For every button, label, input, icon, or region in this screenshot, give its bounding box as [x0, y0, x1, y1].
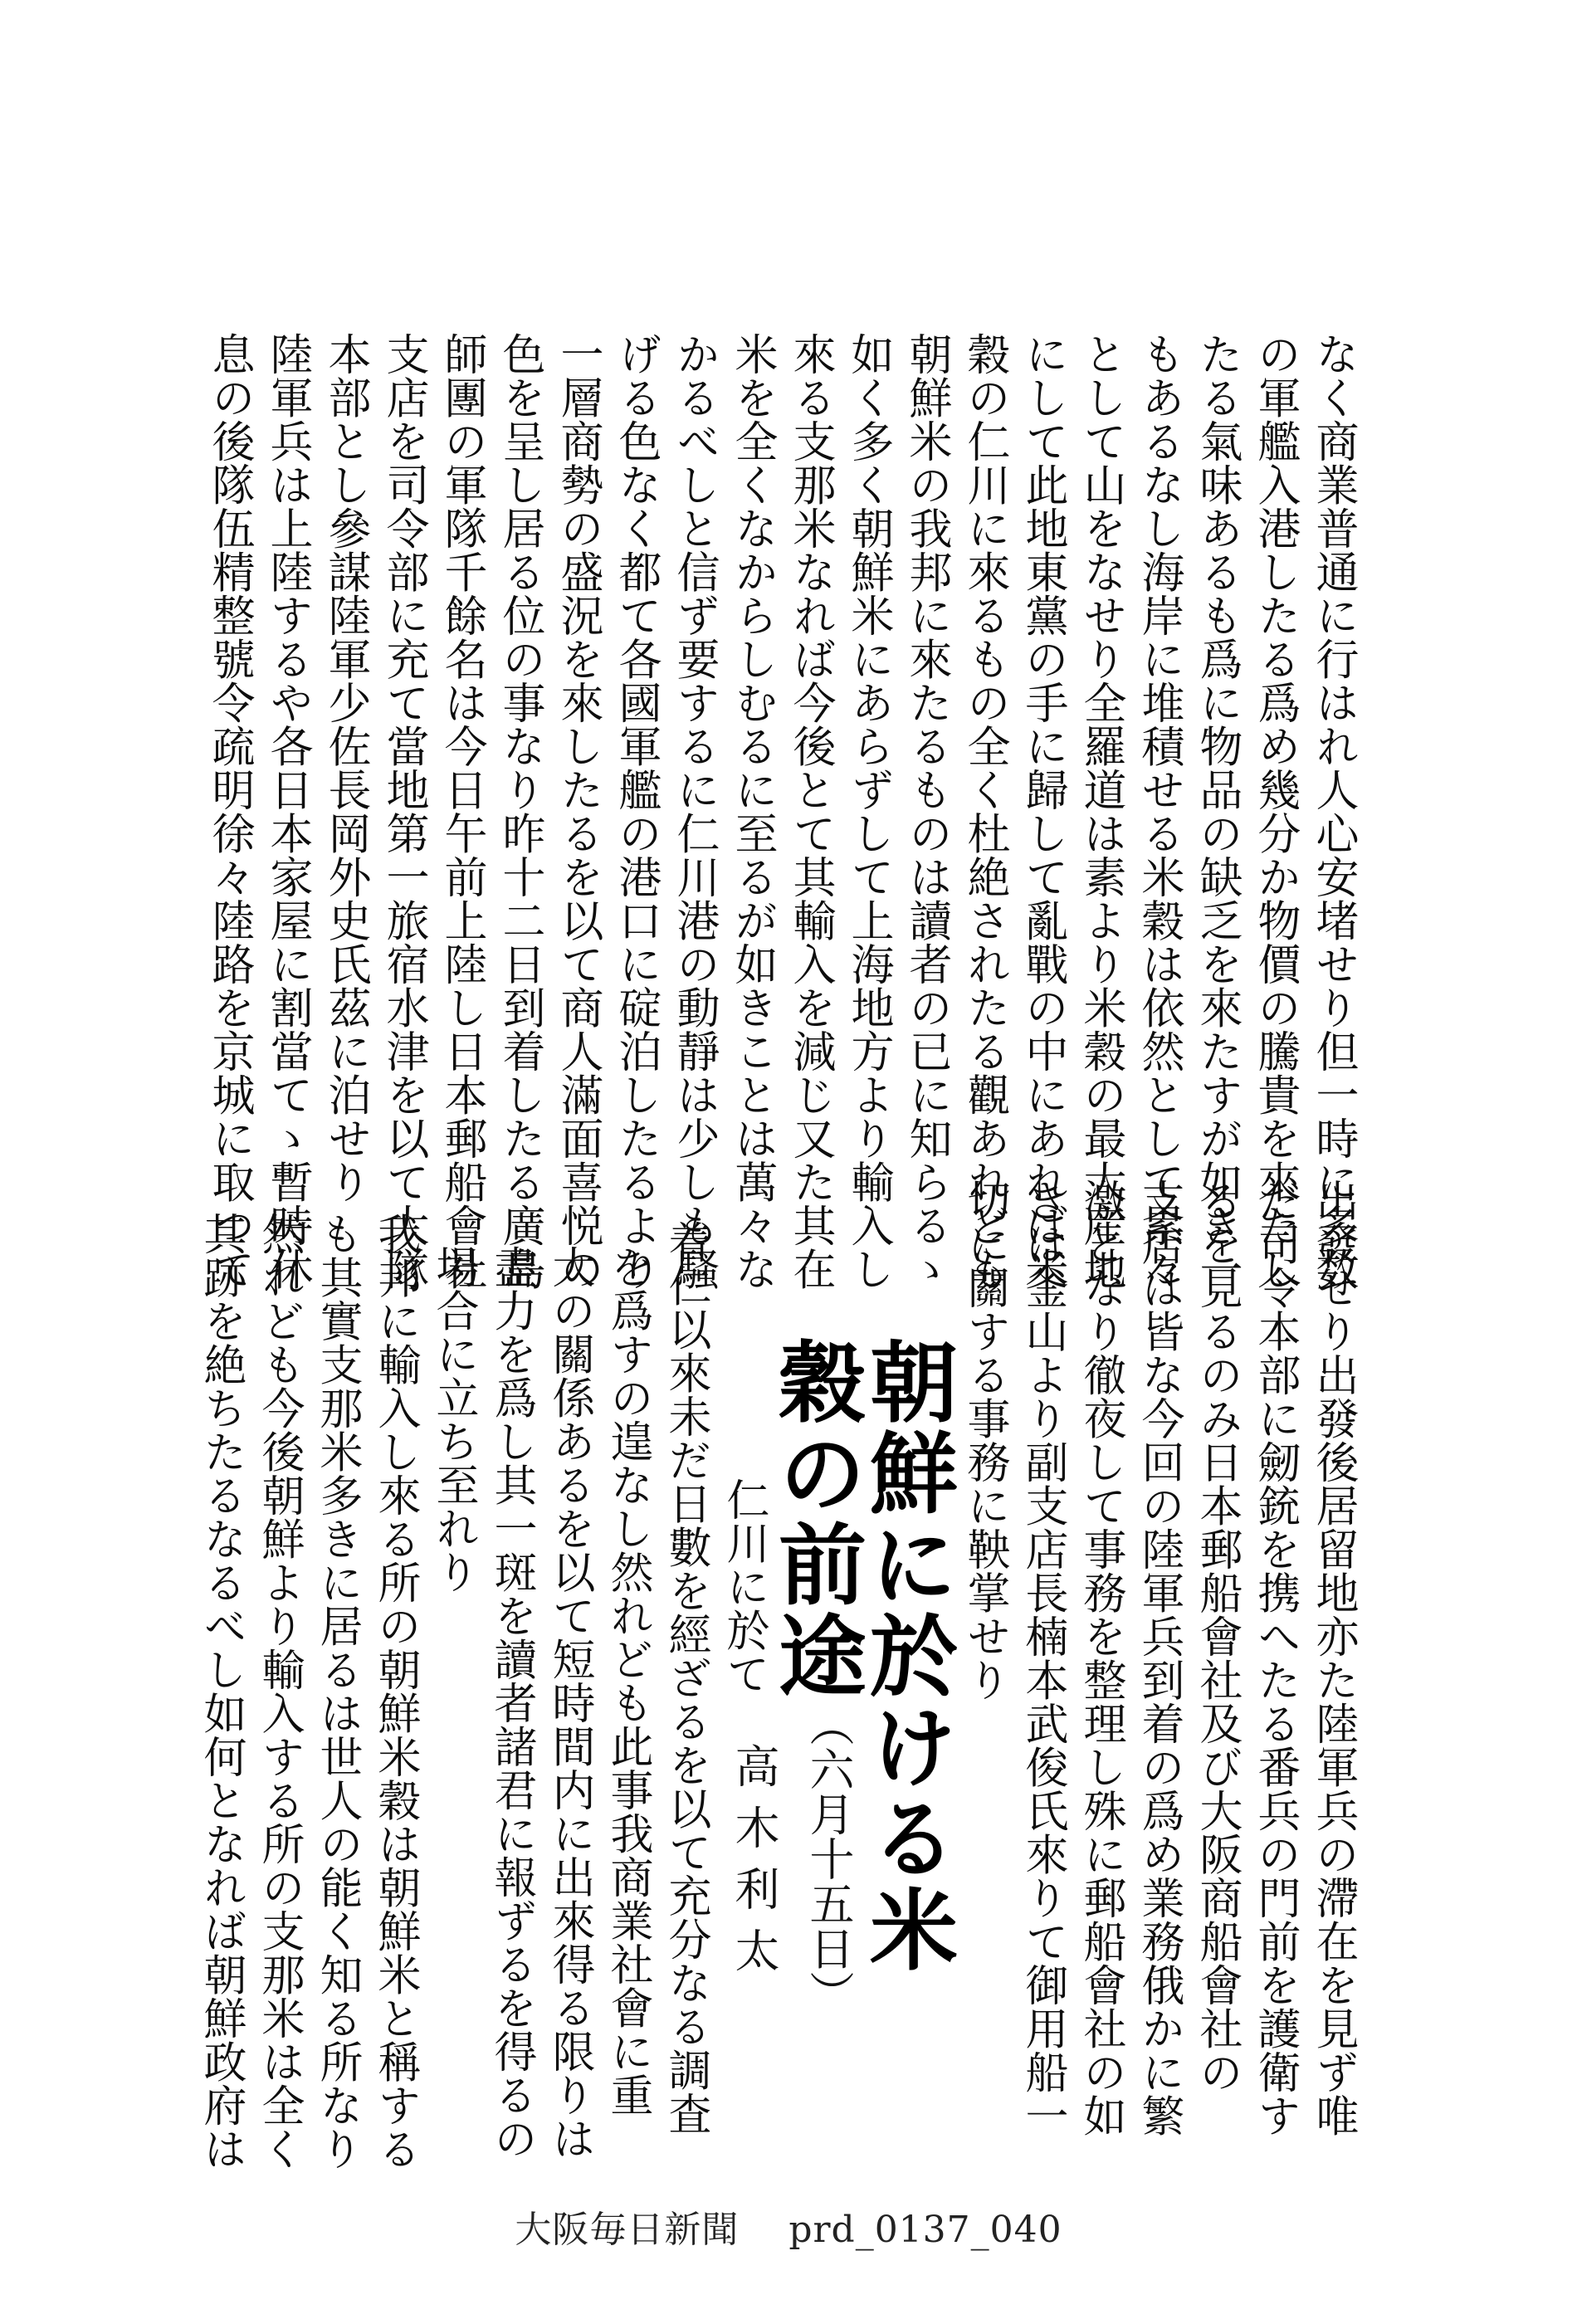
continuation-column-2: だ司令本部に劒銃を携へたる番兵の門前を護衛す	[1250, 1179, 1300, 2137]
top-column-17: 支店を司令部に充て當地第一旅宿水津を以て大隊	[378, 332, 428, 1291]
article-column-6: 我邦に輸入し來る所の朝鮮米穀は朝鮮米と稱する	[370, 1212, 420, 2170]
article-author: 高木利太	[728, 1743, 780, 1989]
article-column-9: 其跡を絶ちたるなるべし如何となれば朝鮮政府は	[196, 1212, 246, 2170]
continuation-column-6: きは釜山より副支店長楠本武俊氏來りて御用船一	[1018, 1179, 1067, 2137]
article-title-line-2: 穀の前途	[764, 1336, 868, 1702]
top-column-2: の軍艦入港したる爲め幾分か物價の騰貴を來たし	[1250, 332, 1300, 1291]
continuation-column-7: 切に關する事務に鞅掌せり	[959, 1179, 1009, 1702]
top-column-13: げる色なく都て各國軍艦の港口に碇泊したるより	[611, 332, 661, 1291]
continuation-column-4: 支店は皆な今回の陸軍兵到着の爲め業務俄かに繁	[1134, 1179, 1184, 2137]
top-column-11: 米を全くなからしむるに至るが如きことは萬々な	[727, 332, 777, 1291]
top-column-18: 本部とし參謀陸軍少佐長岡外史氏茲に泊せり	[320, 332, 370, 1204]
article-column-5: 場合に立ち至れり	[428, 1245, 478, 1594]
article-column-4: 盡力を爲し其一斑を讀者諸君に報ずるを得るの	[486, 1245, 536, 2160]
top-column-9: 如く多く朝鮮米にあらずして上海地方より輸入し	[843, 332, 893, 1291]
top-column-10: 來る支那米なれば今後とて其輸入を減じ又た其在	[785, 332, 835, 1291]
top-column-7: 穀の仁川に來るもの全く杜絶されたる觀あれども	[959, 332, 1009, 1291]
top-column-12: かるべしと信ず要するに仁川港の動靜は少しも騷	[669, 332, 719, 1291]
article-column-8: 然れども今後朝鮮より輸入する所の支那米は全く	[254, 1212, 304, 2170]
article-date: （六月十五日）	[803, 1702, 855, 2015]
continuation-column-3: るを見るのみ日本郵船會社及び大阪商船會社の	[1192, 1179, 1242, 2094]
top-column-1: なく商業普通に行はれ人心安堵せり但一時に多数	[1308, 332, 1358, 1291]
continuation-column-5: 激となり徹夜して事務を整理し殊に郵船會社の如	[1076, 1179, 1125, 2137]
article-column-1: 着仁以來未だ日數を經ざるを以て充分なる調査	[661, 1220, 710, 2136]
article-column-3: 大の關係あるを以て短時間内に出來得る限りは	[544, 1245, 594, 2160]
article-column-2: を爲すの遑なし然れども此事我商業社會に重	[603, 1245, 652, 2116]
article-column-7: も其實支那米多きに居るは世人の能く知る所なり	[312, 1212, 362, 2170]
top-column-16: 師團の軍隊千餘名は今日午前上陸し日本郵船會社	[437, 332, 486, 1291]
article-place: 仁川に於て	[719, 1477, 769, 1696]
top-column-20: 息の後隊伍精整號令疏明徐々陸路を京城に取つて	[204, 332, 254, 1291]
top-column-19: 陸軍兵は上陸するや各日本家屋に割當てゝ暫時休	[262, 332, 312, 1291]
article-title-line-1: 朝鮮に於ける米	[856, 1336, 959, 1975]
continuation-column-1: 出發せり出發後居留地亦た陸軍兵の滯在を見ず唯	[1308, 1179, 1358, 2137]
top-column-15: 色を呈し居る位の事なり昨十二日到着したる廣島	[495, 332, 544, 1291]
top-column-6: にして此地東黨の手に歸して亂戰の中にあれば米	[1018, 332, 1067, 1291]
top-column-4: もあるなし海岸に堆積せる米穀は依然として累々	[1134, 332, 1184, 1291]
top-column-3: たる氣味あるも爲に物品の缺乏を來たすが如き一	[1192, 332, 1242, 1291]
footer-caption: 大阪毎日新聞 prd_0137_040	[515, 2209, 1062, 2251]
top-column-8: 朝鮮米の我邦に來たるものは讀者の已に知らるゝ	[901, 332, 951, 1291]
top-column-14: 一層商勢の盛況を來したるを以て商人滿面喜悦の	[553, 332, 603, 1291]
top-column-5: として山をなせり全羅道は素より米穀の最大産地	[1076, 332, 1125, 1291]
